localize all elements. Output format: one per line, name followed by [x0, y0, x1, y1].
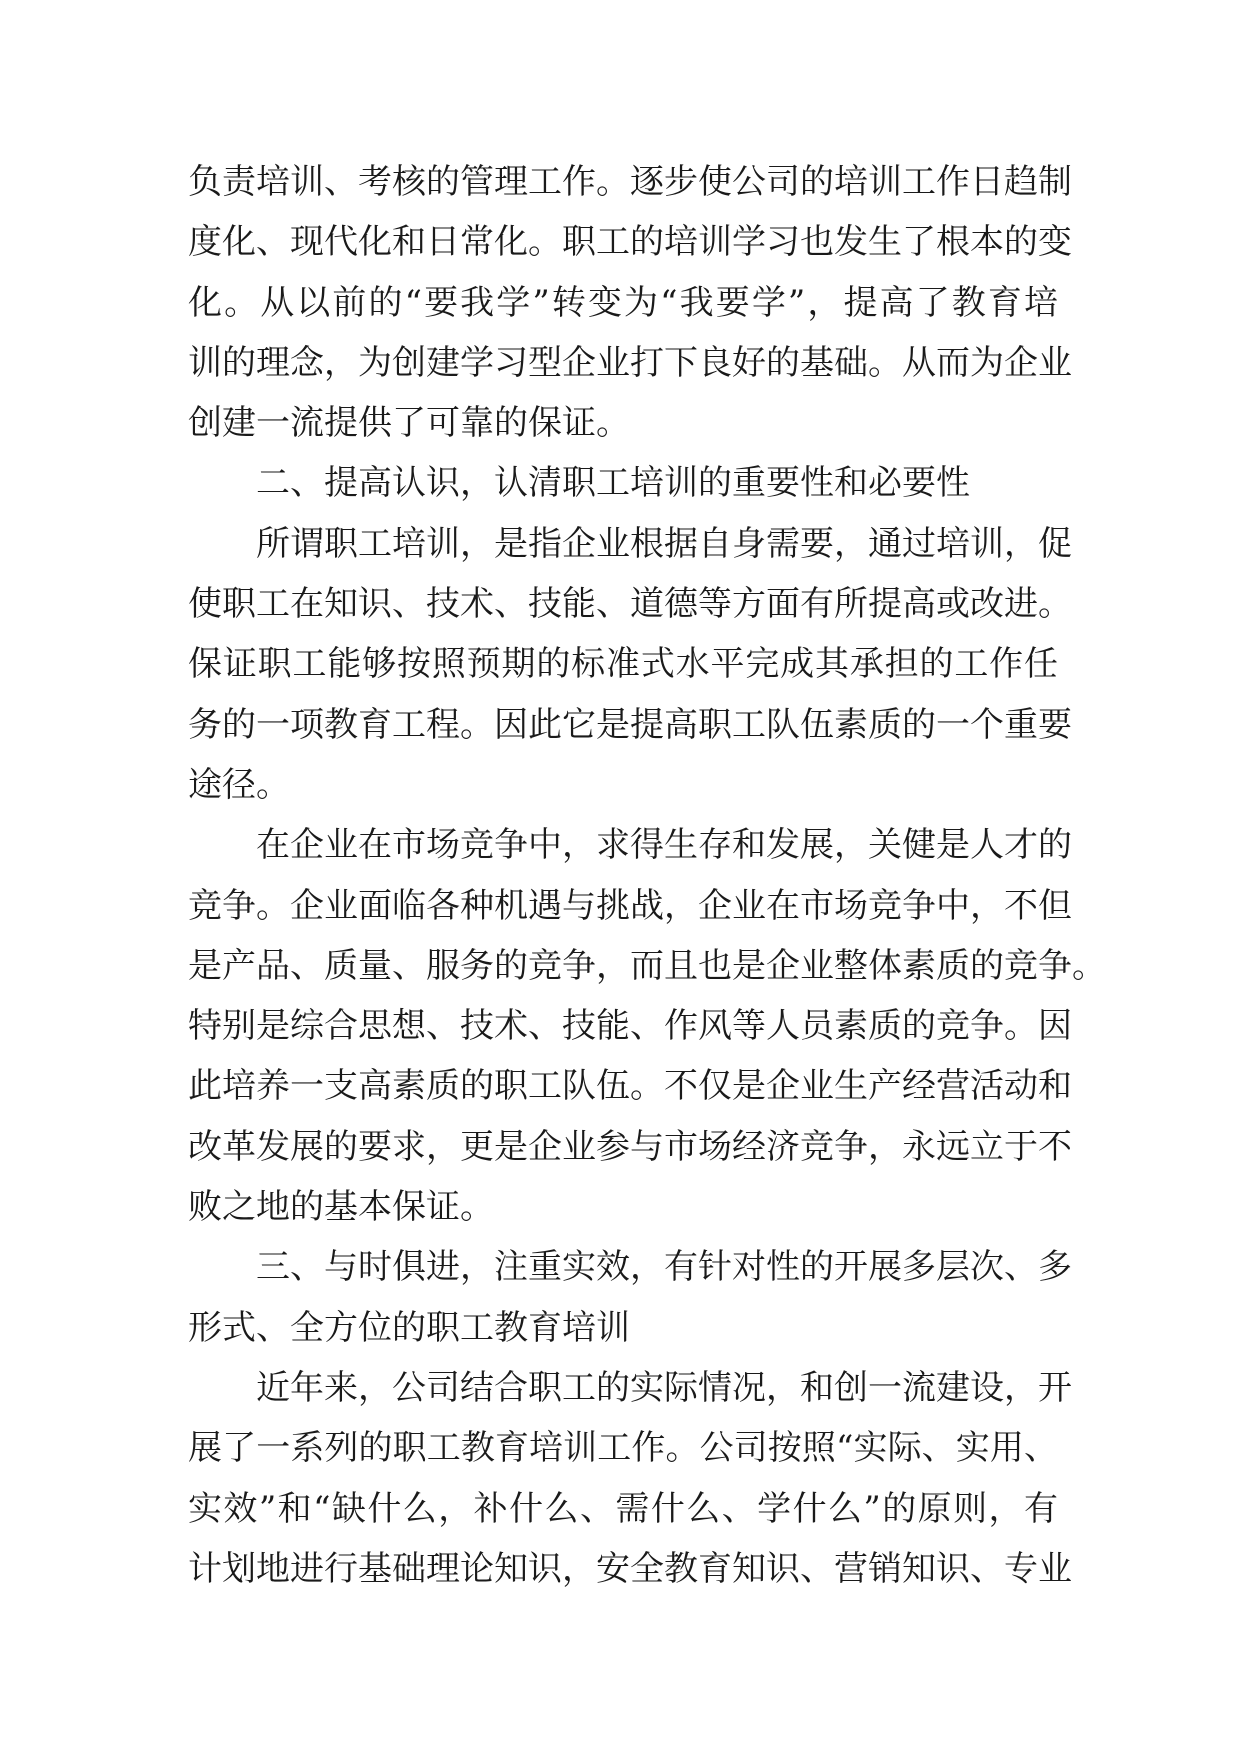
text-line: 三、与时俱进，注重实效，有针对性的开展多层次、多	[256, 1247, 1072, 1288]
text-line: 展了一系列的职工教育培训工作。公司按照“实际、实用、	[188, 1428, 1058, 1469]
text-line: 竞争。企业面临各种机遇与挑战，企业在市场竞争中，不但	[188, 885, 1072, 926]
text-line: 是产品、质量、服务的竞争，而且也是企业整体素质的竞争。	[188, 945, 1106, 986]
text-line: 近年来，公司结合职工的实际情况，和创一流建设，开	[256, 1367, 1072, 1408]
text-line: 实效”和“缺什么，补什么、需什么、学什么”的原则，有	[188, 1488, 1058, 1529]
text-line: 负责培训、考核的管理工作。逐步使公司的培训工作日趋制	[188, 162, 1072, 202]
text-line: 改革发展的要求，更是企业参与市场经济竞争，永远立于不	[188, 1126, 1072, 1167]
text-line: 此培养一支高素质的职工队伍。不仅是企业生产经营活动和	[188, 1066, 1072, 1107]
text-line: 在企业在市场竞争中，求得生存和发展，关健是人才的	[256, 825, 1072, 866]
text-line: 败之地的基本保证。	[188, 1187, 494, 1228]
text-line: 保证职工能够按照预期的标准式水平完成其承担的工作任	[188, 644, 1058, 685]
text-line: 特别是综合思想、技术、技能、作风等人员素质的竞争。因	[188, 1006, 1072, 1047]
text-line: 度化、现代化和日常化。职工的培训学习也发生了根本的变	[188, 222, 1072, 263]
text-line: 二、提高认识，认清职工培训的重要性和必要性	[256, 463, 970, 504]
text-line: 所谓职工培训，是指企业根据自身需要，通过培训，促	[256, 523, 1072, 564]
text-line: 计划地进行基础理论知识，安全教育知识、营销知识、专业	[188, 1548, 1072, 1589]
body-text	[188, 152, 1106, 1599]
text-line: 途径。	[188, 764, 290, 805]
text-line: 务的一项教育工程。因此它是提高职工队伍素质的一个重要	[188, 704, 1072, 745]
text-line: 化。从以前的“要我学”转变为“我要学”，提高了教育培	[188, 282, 1058, 323]
text-line: 训的理念，为创建学习型企业打下良好的基础。从而为企业	[188, 342, 1072, 383]
text-line: 形式、全方位的职工教育培训	[188, 1307, 630, 1348]
text-line: 创建一流提供了可靠的保证。	[188, 403, 630, 444]
text-line: 使职工在知识、技术、技能、道德等方面有所提高或改进。	[188, 584, 1072, 625]
